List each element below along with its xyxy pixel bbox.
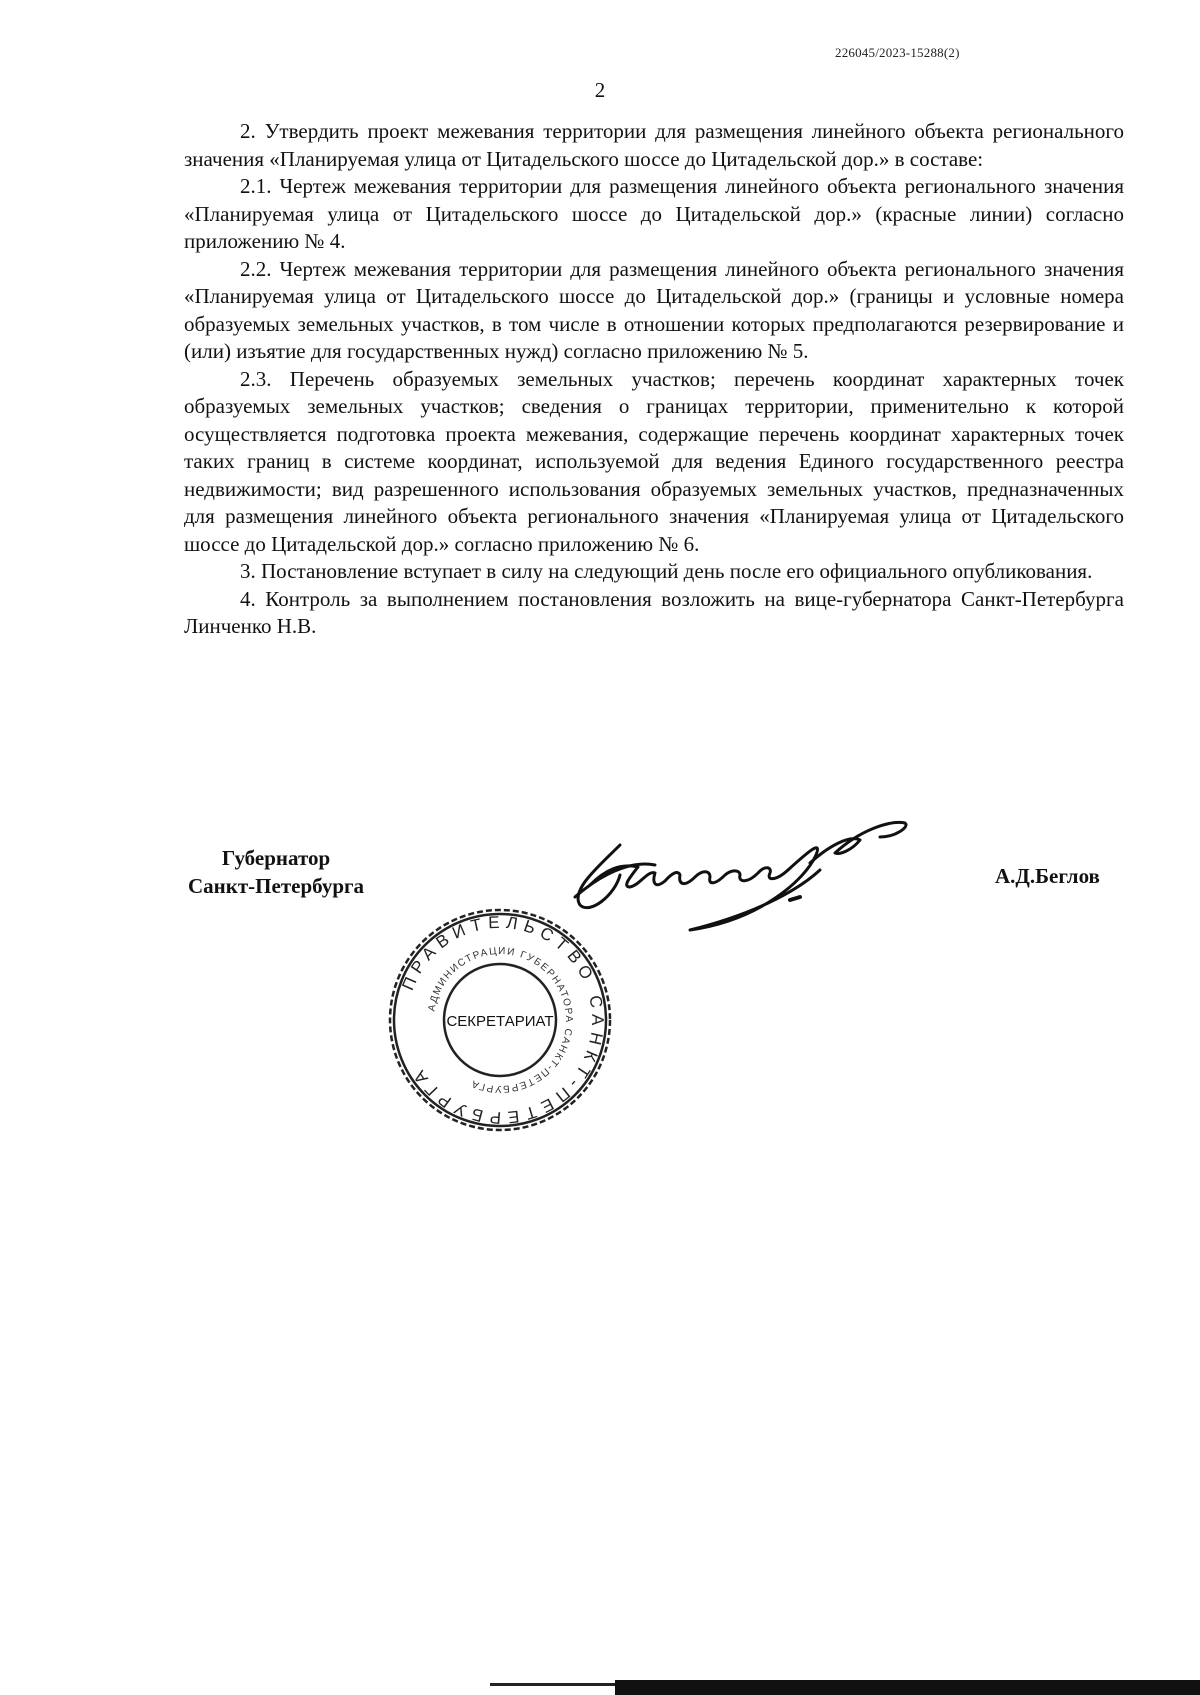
paragraph-2-3: 2.3. Перечень образуемых земельных участков; перечень координат характерных точек образуемых земельных участков; сведения о границах территории, применительно к которой осуществляется подготовка проекта межевания, содержащие перечень координат характерных точек таких границ в системе координат, используемой для ведения Единого государственного реестра недвижимости; вид разрешенного использования образуемых земельных участков, предназначенных для размещения линейного объекта регионального значения «Планируемая улица от Цитадельского шоссе до Цитадельской дор.» согласно приложению № 6. xyxy=(184,366,1124,556)
scan-edge-line xyxy=(490,1683,615,1686)
paragraph-2-1: 2.1. Чертеж межевания территории для размещения линейного объекта регионального значения «Планируемая улица от Цитадельского шоссе до Цитадельской дор.» (красные линии) согласно приложению № 4. xyxy=(184,174,1124,253)
document-body xyxy=(184,118,1124,641)
scan-edge-bar xyxy=(615,1680,1200,1695)
document-registration-number: 226045/2023-15288(2) xyxy=(835,45,960,60)
official-seal xyxy=(380,905,620,1135)
signatory-name: А.Д.Беглов xyxy=(995,864,1100,888)
signatory-position: Губернатор xyxy=(221,846,331,870)
paragraph-2: 2. Утвердить проект межевания территории для размещения линейного объекта регионального значения «Планируемая улица от Цитадельского шоссе до Цитадельской дор.» в составе: xyxy=(184,119,1124,171)
signatory-title xyxy=(188,844,364,900)
paragraph-2-2: 2.2. Чертеж межевания территории для размещения линейного объекта регионального значения «Планируемая улица от Цитадельского шоссе до Цитадельской дор.» (границы и условные номера образуемых земельных участков, в том числе в отношении которых предполагаются резервирование и (или) изъятие для государственных нужд) согласно приложению № 5. xyxy=(184,256,1124,363)
signatory-region: Санкт-Петербурга xyxy=(188,874,365,898)
seal-outer-text: ПРАВИТЕЛЬСТВО САНКТ-ПЕТЕРБУРГА xyxy=(398,912,608,1128)
paragraph-4: 4. Контроль за выполнением постановления возложить на вице-губернатора Санкт-Петербурга Линченко Н.В. xyxy=(184,586,1124,638)
page-number: 2 xyxy=(594,78,606,102)
seal-inner-text: АДМИНИСТРАЦИИ ГУБЕРНАТОРА САНКТ-ПЕТЕРБУРГА xyxy=(426,945,575,1095)
paragraph-3: 3. Постановление вступает в силу на следующий день после его официального опубликования. xyxy=(240,559,1093,583)
seal-center-text: СЕКРЕТАРИАТ xyxy=(446,1013,554,1030)
